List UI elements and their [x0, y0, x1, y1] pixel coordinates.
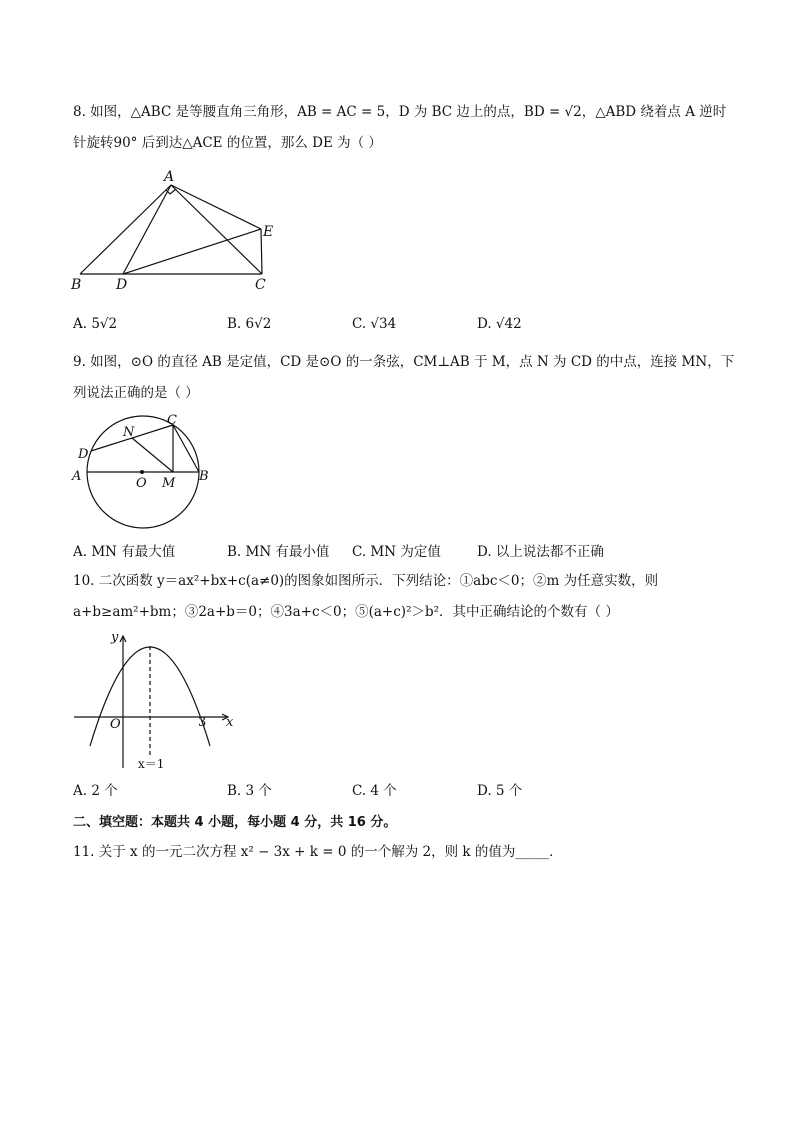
q10-label-three: 3 — [198, 715, 207, 730]
q8-label-E: E — [263, 224, 274, 240]
q10-line1: 10. 二次函数 y＝ax²+bx+c(a≠0)的图象如图所示．下列结论：①abc＜0；②m 为任意实数，则 — [73, 573, 659, 589]
q9-option-c[interactable]: C. MN 为定值 — [352, 544, 441, 560]
q9-label-D: D — [78, 447, 89, 462]
q8-option-a[interactable]: A. 5√2 — [73, 316, 118, 332]
q9-option-d[interactable]: D. 以上说法都不正确 — [477, 544, 604, 560]
q8-label-B: B — [71, 277, 82, 293]
q9-label-A: A — [72, 469, 82, 484]
q9-option-a[interactable]: A. MN 有最大值 — [73, 544, 176, 560]
q9-label-C: C — [167, 413, 177, 428]
q9-line2: 列说法正确的是（ ） — [73, 385, 199, 401]
q9-circle-figure — [68, 408, 218, 530]
q10-option-b[interactable]: B. 3 个 — [227, 783, 272, 799]
q9-label-O: O — [136, 476, 147, 491]
q8-label-C: C — [255, 277, 266, 293]
q9-line1: 9. 如图，⊙O 的直径 AB 是定值，CD 是⊙O 的一条弦，CM⊥AB 于 M，点 N 为 CD 的中点，连接 MN，下 — [73, 354, 735, 370]
q9-label-B: B — [199, 469, 209, 484]
q8-triangle-figure — [66, 168, 286, 296]
q8-line1: 8. 如图，△ABC 是等腰直角三角形，AB = AC = 5，D 为 BC 边上的点，BD = √2，△ABD 绕着点 A 逆时 — [73, 104, 727, 120]
q10-option-c[interactable]: C. 4 个 — [352, 783, 397, 799]
q8-option-b[interactable]: B. 6√2 — [227, 316, 272, 332]
q10-line2: a+b≥am²+bm；③2a+b＝0；④3a+c＜0；⑤(a+c)²＞b²．其中正确结论的个数有（ ） — [73, 604, 619, 620]
q10-label-axis: x＝1 — [138, 757, 165, 771]
section-2-heading: 二、填空题：本题共 4 小题，每小题 4 分，共 16 分。 — [73, 815, 397, 830]
q10-label-x: x — [226, 715, 234, 730]
q8-label-D: D — [116, 277, 128, 293]
q10-label-y: y — [111, 630, 119, 645]
q8-label-A: A — [164, 169, 175, 185]
q9-label-M: M — [162, 476, 176, 491]
q8-line2: 针旋转90° 后到达△ACE 的位置，那么 DE 为（ ） — [73, 135, 382, 151]
q10-label-origin: O — [110, 717, 121, 732]
q10-option-d[interactable]: D. 5 个 — [477, 783, 523, 799]
q10-parabola-figure — [68, 628, 240, 774]
q9-option-b[interactable]: B. MN 有最小值 — [227, 544, 330, 560]
q10-option-a[interactable]: A. 2 个 — [73, 783, 118, 799]
q11-line: 11. 关于 x 的一元二次方程 x² − 3x + k = 0 的一个解为 2，则 k 的值为_____． — [73, 844, 563, 860]
q9-label-N: N — [123, 425, 135, 440]
q8-option-c[interactable]: C. √34 — [352, 316, 397, 332]
q8-option-d[interactable]: D. √42 — [477, 316, 522, 332]
